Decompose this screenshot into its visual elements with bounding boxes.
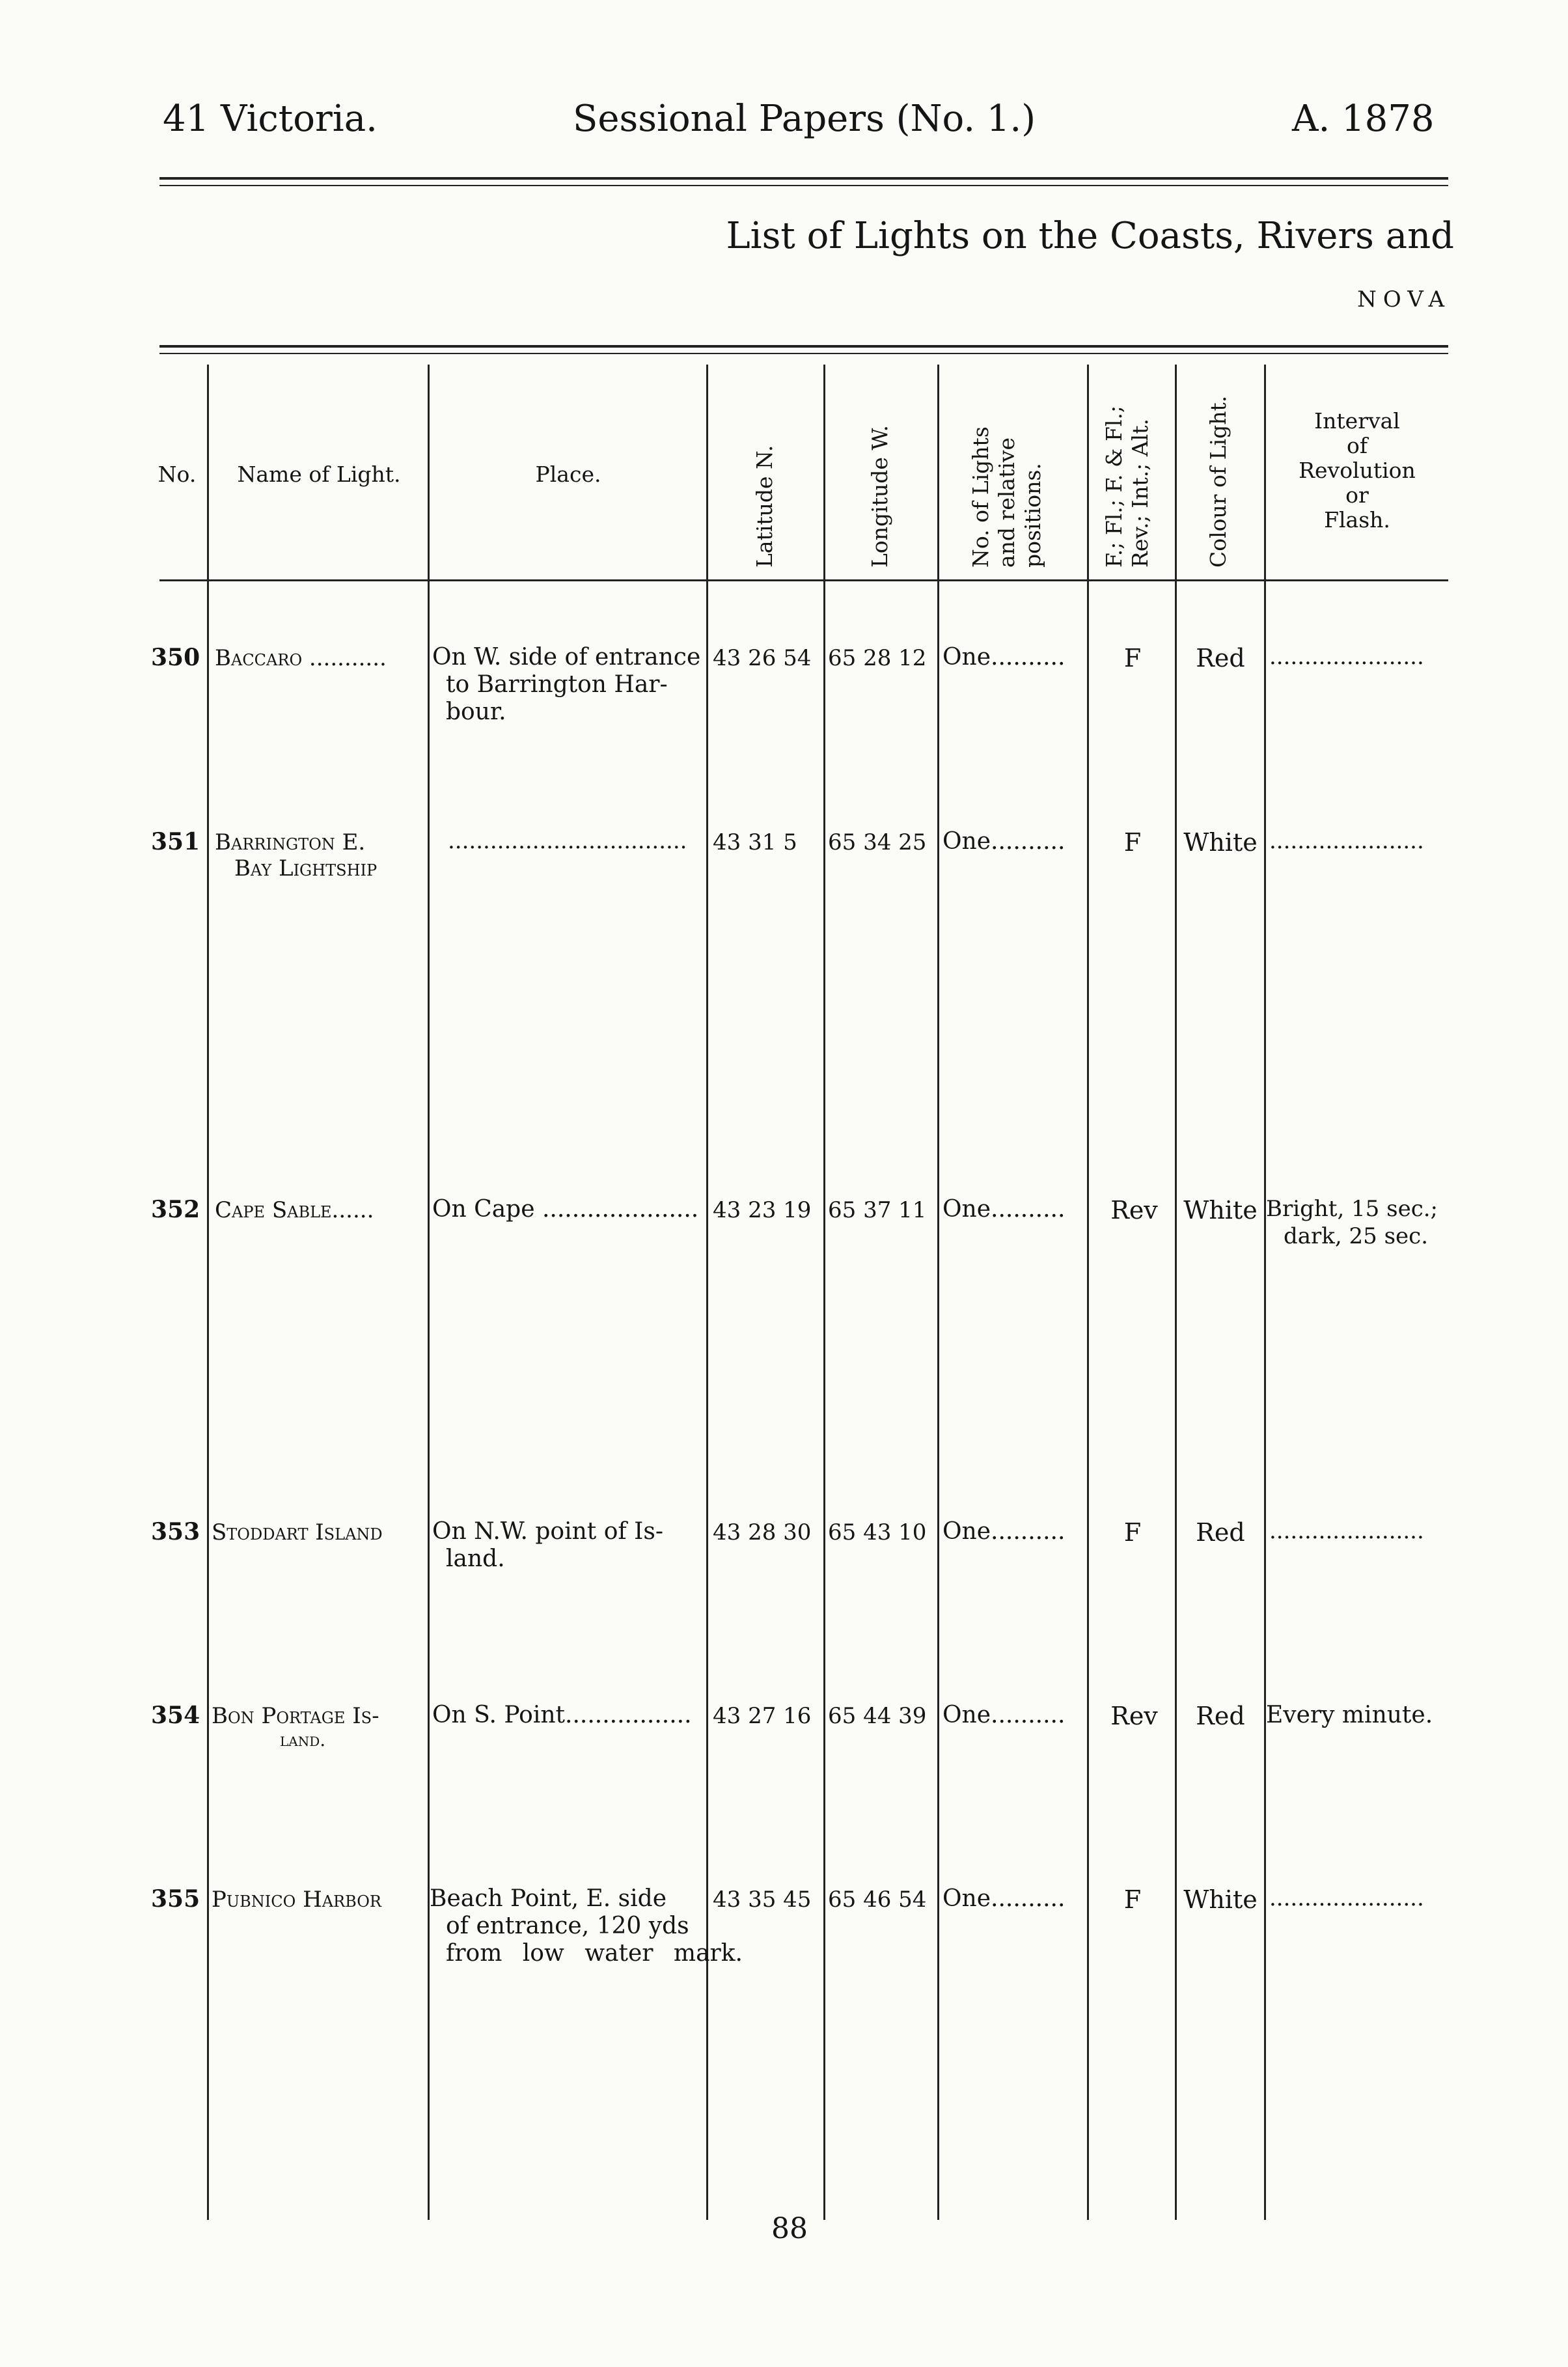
- col-header-lights-2: and relative: [994, 437, 1019, 568]
- light-place: On N.W. point of Is-: [432, 1518, 664, 1545]
- light-colour: Red: [1196, 1702, 1245, 1730]
- light-name: Pubnico Harbor: [212, 1887, 381, 1913]
- light-name: Stoddart Island: [212, 1519, 383, 1545]
- light-interval: ......................: [1269, 644, 1424, 670]
- row-number: 352: [151, 1196, 200, 1223]
- col-sep-6: [1087, 365, 1089, 2220]
- col-sep-5: [937, 365, 939, 2220]
- lights-count: One..........: [942, 1885, 1066, 1912]
- light-kind: F: [1123, 644, 1142, 672]
- latitude: 43 35 45: [713, 1887, 812, 1913]
- lights-count: One..........: [942, 828, 1066, 855]
- light-place-cont: land.: [446, 1545, 505, 1572]
- col-header-interval-5: Flash.: [1324, 506, 1390, 533]
- table-rule-top-thin: [159, 353, 1448, 354]
- light-name: Baccaro ...........: [215, 645, 387, 671]
- col-header-interval-3: Revolution: [1299, 457, 1416, 483]
- longitude: 65 44 39: [828, 1703, 927, 1729]
- table-header-rule: [159, 579, 1448, 581]
- header-center: Sessional Papers (No. 1.): [573, 98, 1036, 140]
- light-place: ..................................: [448, 828, 687, 854]
- longitude: 65 28 12: [828, 645, 927, 671]
- light-place: On S. Point.................: [432, 1702, 692, 1728]
- light-interval-cont: dark, 25 sec.: [1284, 1223, 1428, 1249]
- row-number: 351: [151, 828, 200, 855]
- longitude: 65 43 10: [828, 1519, 927, 1545]
- col-sep-7: [1175, 365, 1177, 2220]
- header-right: A. 1878: [1292, 98, 1435, 140]
- latitude: 43 28 30: [713, 1519, 812, 1545]
- light-name: Cape Sable......: [215, 1197, 374, 1223]
- longitude: 65 46 54: [828, 1887, 927, 1913]
- col-header-interval: [1269, 409, 1445, 533]
- light-colour: Red: [1196, 644, 1245, 672]
- col-header-name: Name of Light.: [237, 462, 401, 487]
- light-colour: White: [1183, 1196, 1258, 1225]
- light-interval: ......................: [1269, 1518, 1424, 1544]
- col-header-kind-1: F.; Fl.; F. & Fl.;: [1101, 405, 1127, 568]
- lights-count: One..........: [942, 1518, 1066, 1545]
- col-sep-8: [1264, 365, 1266, 2220]
- light-interval: ......................: [1269, 828, 1424, 854]
- light-colour: White: [1183, 828, 1258, 857]
- light-place-cont: of entrance, 120 yds: [446, 1913, 689, 1939]
- col-header-lights-3: positions.: [1020, 463, 1045, 568]
- header-rule-bottom: [159, 185, 1448, 186]
- page-number: 88: [771, 2212, 808, 2245]
- col-header-interval-4: or: [1345, 482, 1369, 508]
- col-header-interval-1: Interval: [1314, 408, 1400, 434]
- light-interval: ......................: [1269, 1885, 1424, 1911]
- light-name-cont: Bay Lightship: [234, 855, 378, 881]
- lights-count: One..........: [942, 1702, 1066, 1728]
- light-name: Barrington E.: [215, 829, 366, 855]
- light-kind: F: [1123, 1885, 1142, 1914]
- light-kind: F: [1123, 828, 1142, 857]
- col-header-colour: Colour of Light.: [1205, 395, 1231, 568]
- latitude: 43 27 16: [713, 1703, 812, 1729]
- light-kind: Rev: [1110, 1702, 1158, 1730]
- light-place: On Cape .....................: [432, 1196, 699, 1223]
- col-header-longitude: Longitude W.: [867, 424, 892, 568]
- row-number: 355: [151, 1885, 200, 1913]
- light-interval: Bright, 15 sec.;: [1266, 1196, 1438, 1222]
- light-colour: White: [1183, 1885, 1258, 1914]
- col-header-place: Place.: [535, 462, 601, 487]
- lights-count: One..........: [942, 1196, 1066, 1223]
- longitude: 65 37 11: [828, 1197, 927, 1223]
- light-place-cont: bour.: [446, 699, 506, 725]
- col-header-lights-1: No. of Lights: [968, 426, 993, 568]
- latitude: 43 23 19: [713, 1197, 812, 1223]
- light-place: Beach Point, E. side: [430, 1885, 667, 1912]
- lights-count: One..........: [942, 644, 1066, 671]
- col-sep-2: [428, 365, 430, 2220]
- latitude: 43 31 5: [713, 829, 797, 855]
- col-sep-4: [823, 365, 825, 2220]
- light-name: Bon Portage Is-: [212, 1703, 379, 1729]
- page-subtitle: NOVA: [1357, 286, 1451, 312]
- row-number: 350: [151, 644, 200, 671]
- col-header-kind-2: Rev.; Int.; Alt.: [1127, 419, 1153, 568]
- table-rule-top: [159, 345, 1448, 348]
- light-place: On W. side of entrance: [432, 644, 701, 671]
- longitude: 65 34 25: [828, 829, 927, 855]
- col-header-latitude: Latitude N.: [752, 445, 777, 568]
- col-header-no: No.: [158, 462, 197, 487]
- header-rule-top: [159, 177, 1448, 180]
- row-number: 354: [151, 1702, 200, 1729]
- light-kind: Rev: [1110, 1196, 1158, 1225]
- col-header-interval-2: of: [1346, 432, 1368, 458]
- light-place-cont: from low water mark.: [446, 1940, 743, 1967]
- light-name-cont: land.: [280, 1729, 326, 1751]
- light-interval: Every minute.: [1266, 1702, 1433, 1728]
- latitude: 43 26 54: [713, 645, 812, 671]
- page-title: List of Lights on the Coasts, Rivers and: [726, 215, 1454, 257]
- light-kind: F: [1123, 1518, 1142, 1547]
- row-number: 353: [151, 1518, 200, 1545]
- col-sep-1: [207, 365, 209, 2220]
- header-left: 41 Victoria.: [163, 98, 378, 140]
- light-place-cont: to Barrington Har-: [446, 671, 668, 698]
- light-colour: Red: [1196, 1518, 1245, 1547]
